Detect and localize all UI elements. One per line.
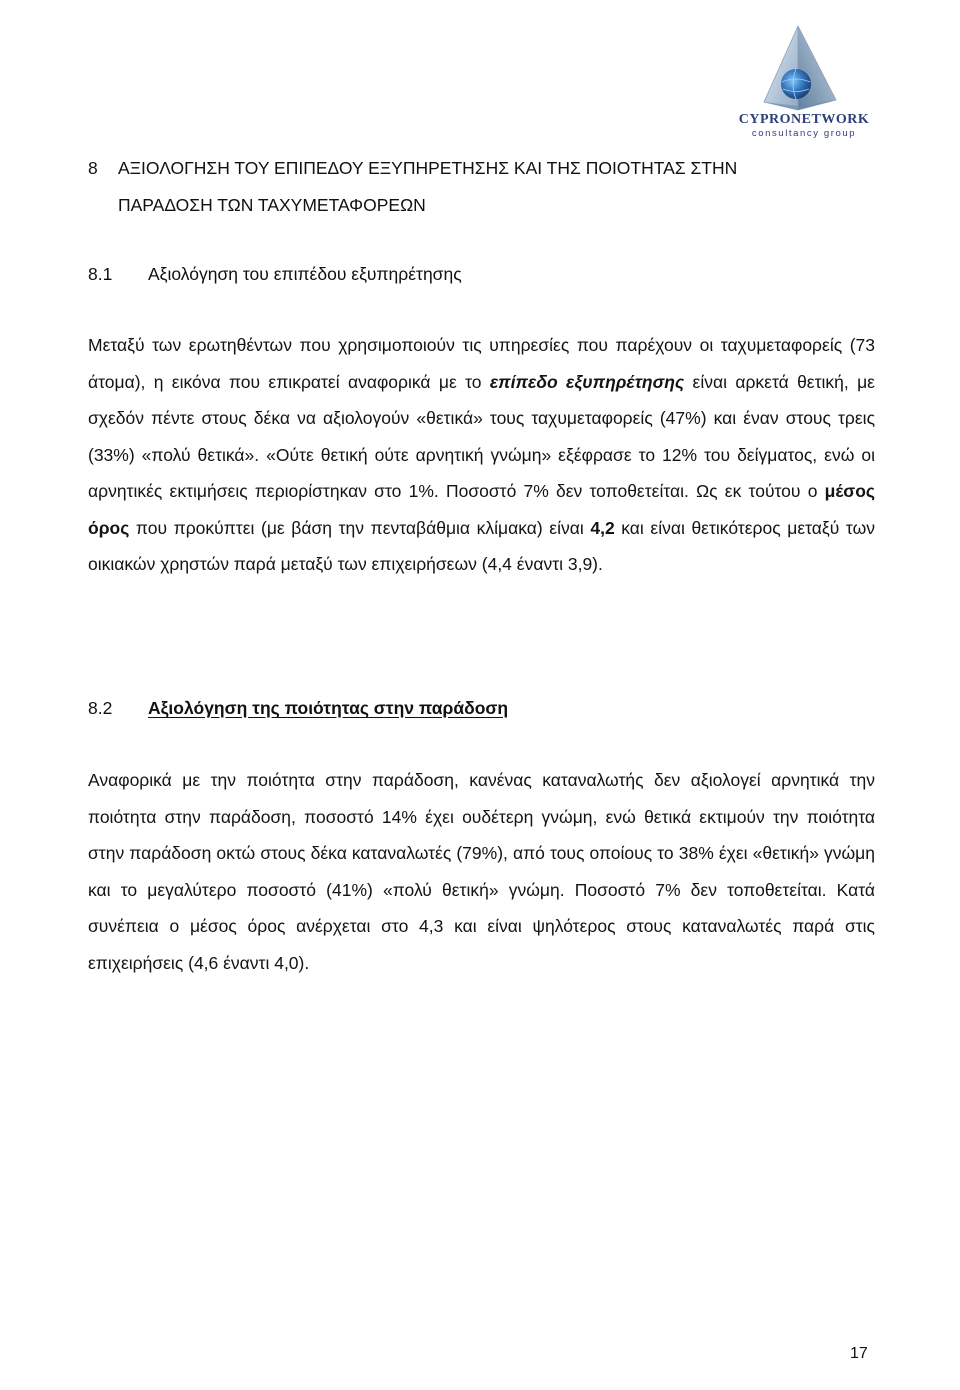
- section-title: Αξιολόγηση του επιπέδου εξυπηρέτησης: [148, 264, 462, 284]
- chapter-title-line2: ΠΑΡΑΔΟΣΗ ΤΩΝ ΤΑΧΥΜΕΤΑΦΟΡΕΩΝ: [118, 195, 426, 215]
- emphasis-average: μέσος όρος: [88, 481, 875, 538]
- section-heading-8-2: [88, 696, 508, 720]
- text-run: Μεταξύ των ερωτηθέντων που χρησιμοποιούν τις υπηρεσίες που παρέχουν οι ταχυμεταφορείς (73 άτομα), η εικόνα που επικρατεί αναφορικά με το: [88, 335, 875, 392]
- section-title: Αξιολόγηση της ποιότητας στην παράδοση: [148, 698, 509, 718]
- logo-name: CYPRONETWORK: [738, 112, 870, 127]
- section-number: 8.1: [88, 264, 113, 284]
- text-run: είναι αρκετά θετική, με σχεδόν πέντε στους δέκα να αξιολογούν «θετικά» τους ταχυμεταφορείς (47%) και έναν στους τρεις (33%) «πολύ θετικά». «Ούτε θετική ούτε αρνητική γνώμη» εξέφρασε το 12% του δείγματος, ενώ οι αρνητικές εκτιμήσεις περιορίστηκαν στο 1%. Ποσοστό 7% δεν τοποθετείται. Ως εκ τούτου ο: [88, 371, 875, 501]
- pyramid-globe-icon: [736, 22, 872, 114]
- page-number: 17: [850, 1345, 868, 1362]
- chapter-title-line1: ΑΞΙΟΛΟΓΗΣΗ ΤΟΥ ΕΠΙΠΕΔΟΥ ΕΞΥΠΗΡΕΤΗΣΗΣ ΚΑΙ ΤΗΣ ΠΟΙΟΤΗΤΑΣ ΣΤΗΝ: [118, 158, 738, 178]
- emphasis-service-level: επίπεδο εξυπηρέτησης: [489, 371, 685, 392]
- text-run: που προκύπτει (με βάση την πενταβάθμια κλίμακα) είναι: [129, 517, 591, 538]
- company-logo: [736, 22, 872, 142]
- logo-subtitle: consultancy group: [751, 128, 857, 139]
- paragraph-service-level: [88, 327, 875, 583]
- chapter-number: 8: [88, 158, 98, 178]
- section-heading-8-1: [88, 262, 462, 286]
- chapter-heading: [88, 150, 888, 224]
- paragraph-delivery-quality: Αναφορικά με την ποιότητα στην παράδοση, κανένας καταναλωτής δεν αξιολογεί αρνητικά την ποιότητα στην παράδοση, ποσοστό 14% έχει ουδέτερη γνώμη, ενώ θετικά εκτιμούν την ποιότητα στην παράδοση οκτώ στους δέκα καταναλωτές (79%), από τους οποίους το 38% έχει «θετική» γνώμη και το μεγαλύτερο ποσοστό (41%) «πολύ θετική» γνώμη. Ποσοστό 7% δεν τοποθετείται. Κατά συνέπεια ο μέσος όρος ανέρχεται στο 4,3 και είναι ψηλότερος στους καταναλωτές παρά στις επιχειρήσεις (4,6 έναντι 4,0).: [88, 770, 875, 973]
- text-run: και είναι θετικότερος μεταξύ των οικιακών χρηστών παρά μεταξύ των επιχειρήσεων (4,4 έναντι 3,9).: [88, 517, 875, 574]
- section-number: 8.2: [88, 698, 113, 718]
- emphasis-average-value: 4,2: [590, 517, 615, 538]
